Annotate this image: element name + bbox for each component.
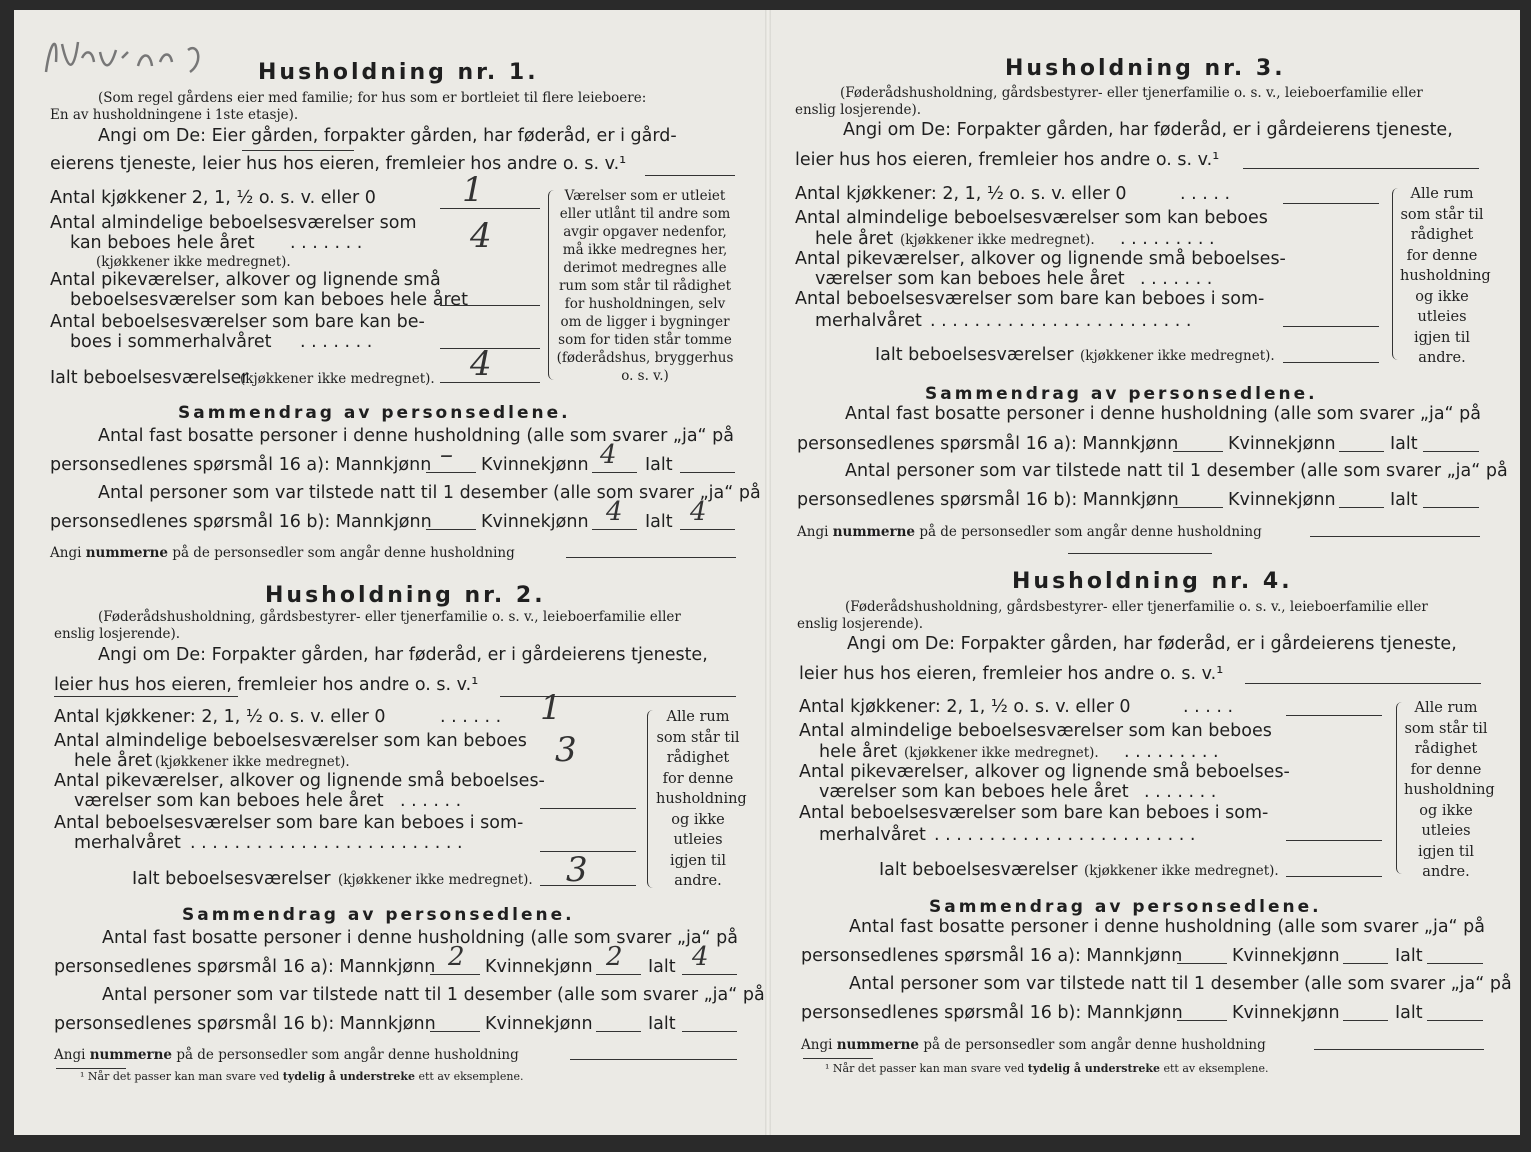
hh3-sum-a-mann-line xyxy=(1173,451,1223,452)
hh1-sum-a-kvinne-value: 4 xyxy=(600,440,617,470)
hh4-pike-line1: Antal pikeværelser, alkover og lignende små beboelses- xyxy=(799,762,1290,782)
hh4-angi-line2: leier hus hos eieren, fremleier hos andre o. s. v.¹ xyxy=(799,664,1224,684)
hh4-sum-b-ialt-line xyxy=(1427,1020,1483,1021)
hh4-sum-b-line1: Antal personer som var tilstede natt til 1 desember (alle som svarer „ja“ på xyxy=(849,974,1512,994)
hh4-kjokkener-label: Antal kjøkkener: 2, 1, ½ o. s. v. eller 0 xyxy=(799,697,1131,717)
hh1-som-line2: boes i sommerhalvåret xyxy=(70,332,272,352)
hh4-kjokkener-dots: . . . . . xyxy=(1183,697,1234,717)
hh2-sum-b-line1: Antal personer som var tilstede natt til 1 desember (alle som svarer „ja“ på xyxy=(102,985,765,1005)
hh1-sum-b-line2: personsedlenes spørsmål 16 b): Mannkjønn xyxy=(50,512,432,532)
hh2-alm-note: (kjøkkener ikke medregnet). xyxy=(155,754,350,770)
hh1-sum-b-kvinne-label: Kvinnekjønn xyxy=(481,512,589,532)
hh1-sum-a-mann-line xyxy=(426,472,476,473)
hh3-side-note: Alle rum som står til rådighet for denne husholdning og ikke utleies igjen til andre. xyxy=(1400,186,1491,366)
hh3-som-line xyxy=(1283,326,1379,327)
hh2-leier-underline xyxy=(54,696,238,697)
hh1-pike-line2: beboelsesværelser som kan beboes hele året xyxy=(70,290,468,310)
hh2-side-note: Alle rum som står til rådighet for denne husholdning og ikke utleies igjen til andre. xyxy=(656,709,747,889)
hh3-angi-nummerne: Angi nummerne på de personsedler som angår denne husholdning xyxy=(797,524,1262,540)
hh4-sum-a-kvinne-line xyxy=(1343,963,1388,964)
hh4-alm-note: (kjøkkener ikke medregnet). xyxy=(904,745,1099,761)
hh3-sum-title: Sammendrag av personsedlene. xyxy=(925,384,1318,404)
hh4-intro-line1: (Føderådshusholdning, gårdsbestyrer- eller tjenerfamilie o. s. v., leieboerfamilie eller xyxy=(845,599,1428,615)
hh3-angi-nummerne-line xyxy=(1310,536,1480,537)
hh2-alm-line1: Antal almindelige beboelsesværelser som kan beboes xyxy=(54,731,527,751)
hh1-sum-b-mann-line xyxy=(426,529,476,530)
hh2-kjokkener-label: Antal kjøkkener: 2, 1, ½ o. s. v. eller 0 xyxy=(54,707,386,727)
hh1-sum-b-ialt-line xyxy=(680,529,735,530)
hh4-sum-a-kvinne-label: Kvinnekjønn xyxy=(1232,946,1340,966)
hh3-angi-answer-line xyxy=(1243,168,1479,169)
hh1-pike-line1: Antal pikeværelser, alkover og lignende små xyxy=(50,270,441,290)
hh1-sum-title: Sammendrag av personsedlene. xyxy=(178,403,571,423)
hh2-sum-title: Sammendrag av personsedlene. xyxy=(182,905,575,925)
hh1-sum-a-kvinne-label: Kvinnekjønn xyxy=(481,455,589,475)
hh3-ialt-note: (kjøkkener ikke medregnet). xyxy=(1080,348,1275,364)
hh2-som-dots: . . . . . . . . . . . . . . . . . . . . . . . . . xyxy=(190,833,463,853)
hh4-sum-a-mann-line xyxy=(1177,963,1227,964)
hh3-kjokkener-dots: . . . . . xyxy=(1180,184,1231,204)
hh2-kjokkener-value: 1 xyxy=(540,688,562,728)
hh1-alm-line2: kan beboes hele året xyxy=(70,233,255,253)
hh2-sum-b-kvinne-line xyxy=(596,1031,641,1032)
hh4-angi-nummerne-line xyxy=(1314,1049,1484,1050)
hh1-ialt-value: 4 xyxy=(470,344,492,384)
hh4-title: Husholdning nr. 4. xyxy=(1012,569,1293,594)
hh2-ialt-note: (kjøkkener ikke medregnet). xyxy=(338,872,533,888)
hh1-som-dots: . . . . . . . xyxy=(300,332,373,352)
hh4-som-line xyxy=(1286,840,1382,841)
hh3-sum-a-ialt-label: Ialt xyxy=(1390,434,1418,454)
hh1-eier-underline xyxy=(242,150,354,151)
hh4-intro-line2: enslig losjerende). xyxy=(797,616,924,632)
hh2-sum-a-line2: personsedlenes spørsmål 16 a): Mannkjønn xyxy=(54,957,436,977)
hh2-alm-value: 3 xyxy=(555,730,577,770)
hh3-angi-line1: Angi om De: Forpakter gården, har føderåd, er i gårdeierens tjeneste, xyxy=(843,120,1453,140)
hh4-angi-answer-line xyxy=(1245,683,1481,684)
hh4-sum-b-kvinne-label: Kvinnekjønn xyxy=(1232,1003,1340,1023)
hh4-sum-b-line2: personsedlenes spørsmål 16 b): Mannkjønn xyxy=(801,1003,1183,1023)
right-section-divider xyxy=(1068,553,1212,554)
hh2-intro-line2: enslig losjerende). xyxy=(54,626,181,642)
hh2-angi-nummerne: Angi nummerne på de personsedler som angår denne husholdning xyxy=(54,1047,519,1063)
hh3-sum-b-kvinne-label: Kvinnekjønn xyxy=(1228,490,1336,510)
hh1-sum-a-ialt-line xyxy=(680,472,735,473)
hh1-som-line1: Antal beboelsesværelser som bare kan be- xyxy=(50,312,425,332)
hh1-alm-note: (kjøkkener ikke medregnet). xyxy=(96,254,291,270)
hh3-alm-line1: Antal almindelige beboelsesværelser som kan beboes xyxy=(795,208,1268,228)
left-footnote: ¹ Når det passer kan man svare ved tydelig å understreke ett av eksemplene. xyxy=(80,1070,524,1083)
hh4-som-line1: Antal beboelsesværelser som bare kan beboes i som- xyxy=(799,803,1269,823)
hh2-pike-line xyxy=(540,808,636,809)
hh2-pike-dots: . . . . . . xyxy=(400,791,462,811)
hh2-sum-a-kvinne-line xyxy=(596,974,641,975)
hh3-sum-b-ialt-label: Ialt xyxy=(1390,490,1418,510)
hh1-sum-a-kvinne-line xyxy=(592,472,637,473)
hh2-sum-b-ialt-line xyxy=(682,1031,737,1032)
hh1-ialt-label: Ialt beboelsesværelser xyxy=(50,368,249,388)
hh4-ialt-label: Ialt beboelsesværelser xyxy=(879,860,1078,880)
hh1-intro-line2: En av husholdningene i 1ste etasje). xyxy=(50,107,299,123)
hh3-sum-a-line1: Antal fast bosatte personer i denne husholdning (alle som svarer „ja“ på xyxy=(845,404,1481,424)
hh1-sum-a-mann-value: – xyxy=(440,440,453,470)
hh3-sum-b-kvinne-line xyxy=(1339,507,1384,508)
hh4-sum-a-ialt-line xyxy=(1427,963,1483,964)
hh2-ialt-value: 3 xyxy=(566,850,588,890)
hh3-som-line1: Antal beboelsesværelser som bare kan beboes i som- xyxy=(795,289,1265,309)
hh3-ialt-label: Ialt beboelsesværelser xyxy=(875,345,1074,365)
hh2-ialt-line xyxy=(540,885,636,886)
hh3-sum-b-mann-line xyxy=(1173,507,1223,508)
hh3-alm-note: (kjøkkener ikke medregnet). xyxy=(900,232,1095,248)
hh4-alm-dots: . . . . . . . . . xyxy=(1124,742,1219,762)
hh1-kjokkener-line xyxy=(440,208,540,209)
hh2-title: Husholdning nr. 2. xyxy=(265,583,546,608)
hh4-ialt-line xyxy=(1286,876,1382,877)
hh1-alm-line1: Antal almindelige beboelsesværelser som xyxy=(50,213,417,233)
hh1-sum-b-kvinne-value: 4 xyxy=(606,497,623,527)
hh4-side-note: Alle rum som står til rådighet for denne husholdning og ikke utleies igjen til andre. xyxy=(1404,700,1495,880)
handwritten-annotation-mark xyxy=(38,22,238,92)
hh3-som-dots: . . . . . . . . . . . . . . . . . . . . . . . . xyxy=(930,311,1192,331)
hh1-kjokkener-value: 1 xyxy=(462,170,484,210)
hh4-ialt-note: (kjøkkener ikke medregnet). xyxy=(1084,863,1279,879)
hh1-kjokkener-label: Antal kjøkkener 2, 1, ½ o. s. v. eller 0 xyxy=(50,188,376,208)
hh4-kjokkener-line xyxy=(1286,715,1382,716)
hh3-intro-line2: enslig losjerende). xyxy=(795,102,922,118)
hh1-sum-b-kvinne-line xyxy=(592,529,637,530)
hh3-title: Husholdning nr. 3. xyxy=(1005,56,1286,81)
hh2-ialt-label: Ialt beboelsesværelser xyxy=(132,869,331,889)
hh3-intro-line1: (Føderådshusholdning, gårdsbestyrer- eller tjenerfamilie o. s. v., leieboerfamilie eller xyxy=(840,85,1423,101)
hh1-alm-dots: . . . . . . . xyxy=(290,233,363,253)
hh2-sum-a-mann-value: 2 xyxy=(448,942,465,972)
hh2-sum-b-kvinne-label: Kvinnekjønn xyxy=(485,1014,593,1034)
hh4-angi-nummerne: Angi nummerne på de personsedler som angår denne husholdning xyxy=(801,1037,1266,1053)
hh2-sum-a-line1: Antal fast bosatte personer i denne husholdning (alle som svarer „ja“ på xyxy=(102,928,738,948)
hh3-sum-b-line1: Antal personer som var tilstede natt til 1 desember (alle som svarer „ja“ på xyxy=(845,461,1508,481)
hh2-sum-b-line2: personsedlenes spørsmål 16 b): Mannkjønn xyxy=(54,1014,436,1034)
hh4-sum-a-ialt-label: Ialt xyxy=(1395,946,1423,966)
hh1-ialt-note: (kjøkkener ikke medregnet). xyxy=(240,371,435,387)
hh1-sum-a-line1: Antal fast bosatte personer i denne husholdning (alle som svarer „ja“ på xyxy=(98,426,734,446)
hh2-pike-line1: Antal pikeværelser, alkover og lignende små beboelses- xyxy=(54,771,545,791)
hh2-som-line xyxy=(540,851,636,852)
hh2-sum-a-ialt-label: Ialt xyxy=(648,957,676,977)
hh3-pike-dots: . . . . . . . xyxy=(1140,269,1213,289)
hh3-sum-a-kvinne-line xyxy=(1339,451,1384,452)
hh1-alm-value: 4 xyxy=(470,216,492,256)
hh1-title: Husholdning nr. 1. xyxy=(258,60,539,85)
hh1-sum-a-line2: personsedlenes spørsmål 16 a): Mannkjønn xyxy=(50,455,432,475)
hh2-sum-a-kvinne-label: Kvinnekjønn xyxy=(485,957,593,977)
hh3-angi-line2: leier hus hos eieren, fremleier hos andre o. s. v.¹ xyxy=(795,150,1220,170)
hh3-alm-line2: hele året xyxy=(815,229,894,249)
hh1-angi-answer-line xyxy=(645,175,735,176)
hh2-alm-line2: hele året xyxy=(74,751,153,771)
hh2-angi-line1: Angi om De: Forpakter gården, har føderåd, er i gårdeierens tjeneste, xyxy=(98,645,708,665)
hh1-angi-line2: eierens tjeneste, leier hus hos eieren, fremleier hos andre o. s. v.¹ xyxy=(50,154,627,174)
hh2-sum-a-ialt-value: 4 xyxy=(692,942,709,972)
page-fold xyxy=(765,10,771,1135)
hh1-angi-nummerne: Angi nummerne på de personsedler som angår denne husholdning xyxy=(50,545,515,561)
left-footnote-rule xyxy=(56,1068,126,1069)
hh1-pike-line xyxy=(440,305,540,306)
hh4-sum-a-line1: Antal fast bosatte personer i denne husholdning (alle som svarer „ja“ på xyxy=(849,917,1485,937)
hh1-sum-b-ialt-value: 4 xyxy=(690,497,707,527)
hh3-som-line2: merhalvåret xyxy=(815,311,922,331)
hh2-angi-line2: leier hus hos eieren, fremleier hos andre o. s. v.¹ xyxy=(54,675,479,695)
hh2-sum-b-mann-line xyxy=(430,1031,480,1032)
hh3-sum-a-kvinne-label: Kvinnekjønn xyxy=(1228,434,1336,454)
hh1-intro-line1: (Som regel gårdens eier med familie; for hus som er bortleiet til flere leieboere: xyxy=(98,90,647,106)
hh2-sum-b-ialt-label: Ialt xyxy=(648,1014,676,1034)
hh1-side-note: Værelser som er utleiet eller utlånt til andre som avgir opgaver nedenfor, må ikke medregnes her, derimot medregnes alle rum som står til rådighet for husholdningen, selv om de ligger i bygninger som for tiden står tomme (føderådshus, bryggerhus o. s. v.) xyxy=(556,188,734,384)
hh4-sum-a-line2: personsedlenes spørsmål 16 a): Mannkjønn xyxy=(801,946,1183,966)
hh4-som-dots: . . . . . . . . . . . . . . . . . . . . . . . . xyxy=(934,825,1196,845)
hh4-angi-line1: Angi om De: Forpakter gården, har føderåd, er i gårdeierens tjeneste, xyxy=(847,634,1457,654)
hh3-pike-line2: værelser som kan beboes hele året xyxy=(815,269,1125,289)
hh2-angi-answer-line xyxy=(500,696,736,697)
hh3-sum-b-ialt-line xyxy=(1423,507,1479,508)
right-footnote-rule xyxy=(803,1058,873,1059)
hh2-som-line1: Antal beboelsesværelser som bare kan beboes i som- xyxy=(54,813,524,833)
hh2-sum-a-mann-line xyxy=(430,974,480,975)
hh4-alm-line1: Antal almindelige beboelsesværelser som kan beboes xyxy=(799,721,1272,741)
hh3-pike-line1: Antal pikeværelser, alkover og lignende små beboelses- xyxy=(795,249,1286,269)
hh3-ialt-line xyxy=(1283,362,1379,363)
hh1-angi-line1: Angi om De: Eier gården, forpakter gården, har føderåd, er i gård- xyxy=(98,126,677,146)
hh4-pike-line2: værelser som kan beboes hele året xyxy=(819,782,1129,802)
hh4-alm-line2: hele året xyxy=(819,742,898,762)
hh2-kjokkener-dots: . . . . . . xyxy=(440,707,502,727)
hh4-sum-title: Sammendrag av personsedlene. xyxy=(929,897,1322,917)
hh2-som-line2: merhalvåret xyxy=(74,833,181,853)
hh2-angi-nummerne-line xyxy=(570,1059,737,1060)
hh2-sum-a-ialt-line xyxy=(682,974,737,975)
hh3-alm-dots: . . . . . . . . . xyxy=(1120,229,1215,249)
hh2-sum-a-kvinne-value: 2 xyxy=(606,942,623,972)
hh4-som-line2: merhalvåret xyxy=(819,825,926,845)
hh4-sum-b-ialt-label: Ialt xyxy=(1395,1003,1423,1023)
hh1-sum-b-ialt-label: Ialt xyxy=(645,512,673,532)
right-footnote: ¹ Når det passer kan man svare ved tydelig å understreke ett av eksemplene. xyxy=(825,1062,1269,1075)
hh2-intro-line1: (Føderådshusholdning, gårdsbestyrer- eller tjenerfamilie o. s. v., leieboerfamilie eller xyxy=(98,609,681,625)
hh3-kjokkener-label: Antal kjøkkener: 2, 1, ½ o. s. v. eller 0 xyxy=(795,184,1127,204)
hh3-sum-a-line2: personsedlenes spørsmål 16 a): Mannkjønn xyxy=(797,434,1179,454)
hh1-sum-b-line1: Antal personer som var tilstede natt til 1 desember (alle som svarer „ja“ på xyxy=(98,483,761,503)
hh4-pike-dots: . . . . . . . xyxy=(1144,782,1217,802)
hh3-sum-a-ialt-line xyxy=(1423,451,1479,452)
hh1-sum-a-ialt-label: Ialt xyxy=(645,455,673,475)
hh1-angi-nummerne-line xyxy=(566,557,736,558)
hh3-kjokkener-line xyxy=(1283,203,1379,204)
hh4-sum-b-kvinne-line xyxy=(1343,1020,1388,1021)
hh4-sum-b-mann-line xyxy=(1177,1020,1227,1021)
hh2-pike-line2: værelser som kan beboes hele året xyxy=(74,791,384,811)
hh3-sum-b-line2: personsedlenes spørsmål 16 b): Mannkjønn xyxy=(797,490,1179,510)
